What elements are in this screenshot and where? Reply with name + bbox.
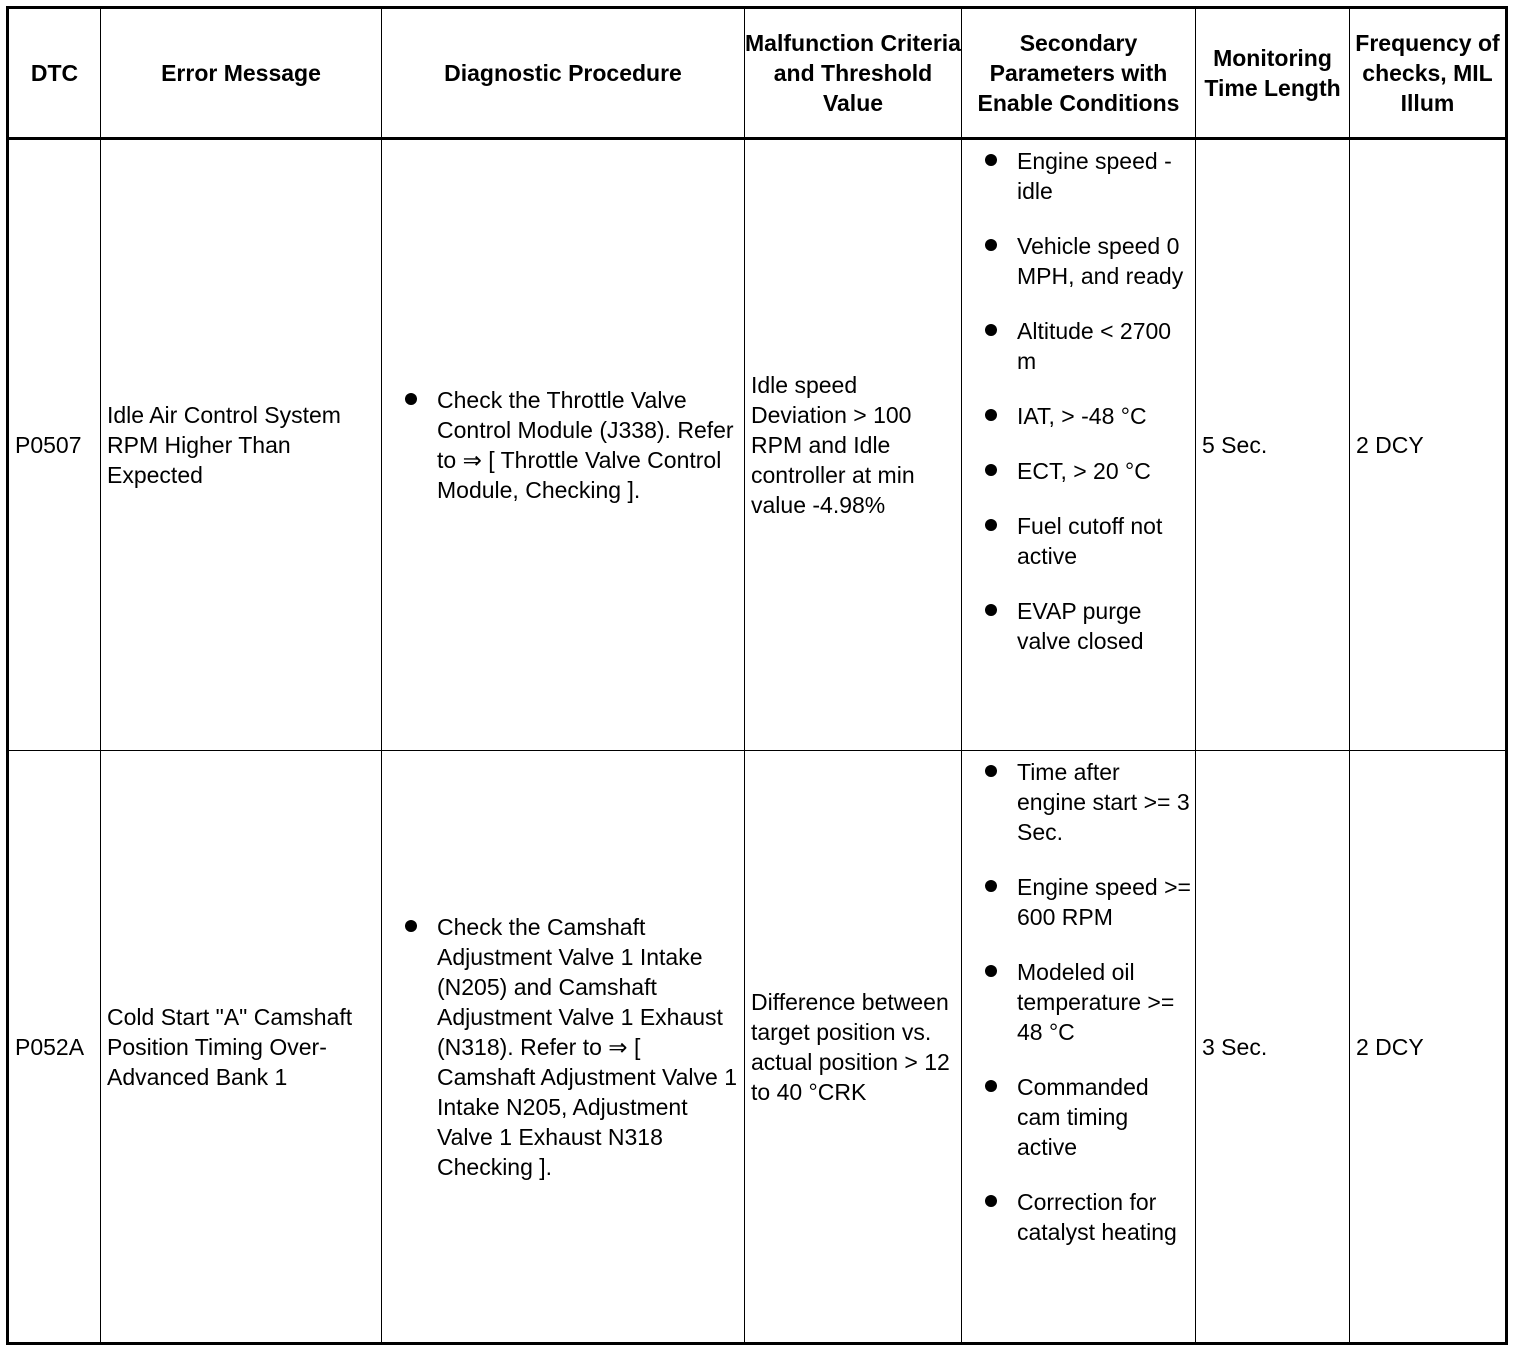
param-text: Altitude < 2700 m [1017, 318, 1172, 374]
monitoring-time: 5 Sec. [1196, 139, 1350, 751]
header-diagnostic-procedure: Diagnostic Procedure [382, 8, 745, 139]
param-text: Commanded cam timing active [1017, 1074, 1149, 1160]
header-error-message: Error Message [101, 8, 382, 139]
header-monitoring-time: Monitoring Time Length [1196, 8, 1350, 139]
bullet-icon [985, 604, 997, 616]
diagnostic-procedure [382, 751, 745, 1344]
param-text: ECT, > 20 °C [1017, 458, 1151, 484]
param-text: Vehicle speed 0 MPH, and ready [1017, 233, 1184, 289]
dtc-code: P0507 [8, 139, 101, 751]
malfunction-criteria: Idle speed Deviation > 100 RPM and Idle controller at min value -4.98% [745, 139, 962, 751]
bullet-icon [405, 393, 417, 405]
dtc-code: P052A [8, 751, 101, 1344]
list-item [962, 757, 1191, 847]
param-text: Time after engine start >= 3 Sec. [1017, 759, 1190, 845]
secondary-parameters [962, 139, 1196, 751]
list-item [962, 316, 1191, 376]
bullet-icon [985, 464, 997, 476]
header-row [8, 8, 1507, 139]
header-frequency: Frequency of checks, MIL Illum [1350, 8, 1507, 139]
param-text: Correction for catalyst heating [1017, 1189, 1177, 1245]
frequency: 2 DCY [1350, 751, 1507, 1344]
header-secondary-parameters: Secondary Parameters with Enable Conditions [962, 8, 1196, 139]
dtc-table [6, 6, 1508, 1345]
param-text: Modeled oil temperature >= 48 °C [1017, 959, 1175, 1045]
bullet-icon [985, 880, 997, 892]
header-dtc: DTC [8, 8, 101, 139]
bullet-icon [405, 920, 417, 932]
param-text: Engine speed - idle [1017, 148, 1172, 204]
list-item [962, 401, 1191, 431]
bullet-icon [985, 409, 997, 421]
bullet-icon [985, 239, 997, 251]
list-item [962, 1187, 1191, 1247]
list-item [962, 456, 1191, 486]
list-item [382, 385, 740, 505]
bullet-icon [985, 324, 997, 336]
bullet-icon [985, 965, 997, 977]
list-item [962, 231, 1191, 291]
list-item [962, 511, 1191, 571]
bullet-icon [985, 154, 997, 166]
list-item [962, 146, 1191, 206]
bullet-icon [985, 765, 997, 777]
frequency: 2 DCY [1350, 139, 1507, 751]
header-malfunction-criteria: Malfunction Criteria and Threshold Value [745, 8, 962, 139]
list-item [962, 872, 1191, 932]
table-row [8, 139, 1507, 751]
monitoring-time: 3 Sec. [1196, 751, 1350, 1344]
param-text: Fuel cutoff not active [1017, 513, 1163, 569]
error-message: Cold Start "A" Camshaft Position Timing Over-Advanced Bank 1 [101, 751, 382, 1344]
error-message: Idle Air Control System RPM Higher Than Expected [101, 139, 382, 751]
list-item [962, 957, 1191, 1047]
list-item [382, 912, 740, 1182]
secondary-parameters [962, 751, 1196, 1344]
bullet-icon [985, 1080, 997, 1092]
param-text: IAT, > -48 °C [1017, 403, 1147, 429]
list-item [962, 596, 1191, 656]
procedure-text: Check the Camshaft Adjustment Valve 1 Intake (N205) and Camshaft Adjustment Valve 1 Exhaust (N318). Refer to ⇒ [ Camshaft Adjustment Valve 1 Intake N205, Adjustment Valve 1 Exhaust N318 Checking ]. [437, 913, 737, 1180]
param-text: EVAP purge valve closed [1017, 598, 1144, 654]
list-item [962, 1072, 1191, 1162]
diagnostic-procedure [382, 139, 745, 751]
bullet-icon [985, 1195, 997, 1207]
table-row [8, 751, 1507, 1344]
malfunction-criteria: Difference between target position vs. actual position > 12 to 40 °CRK [745, 751, 962, 1344]
param-text: Engine speed >= 600 RPM [1017, 874, 1191, 930]
procedure-text: Check the Throttle Valve Control Module (J338). Refer to ⇒ [ Throttle Valve Control Module, Checking ]. [437, 387, 734, 503]
bullet-icon [985, 519, 997, 531]
